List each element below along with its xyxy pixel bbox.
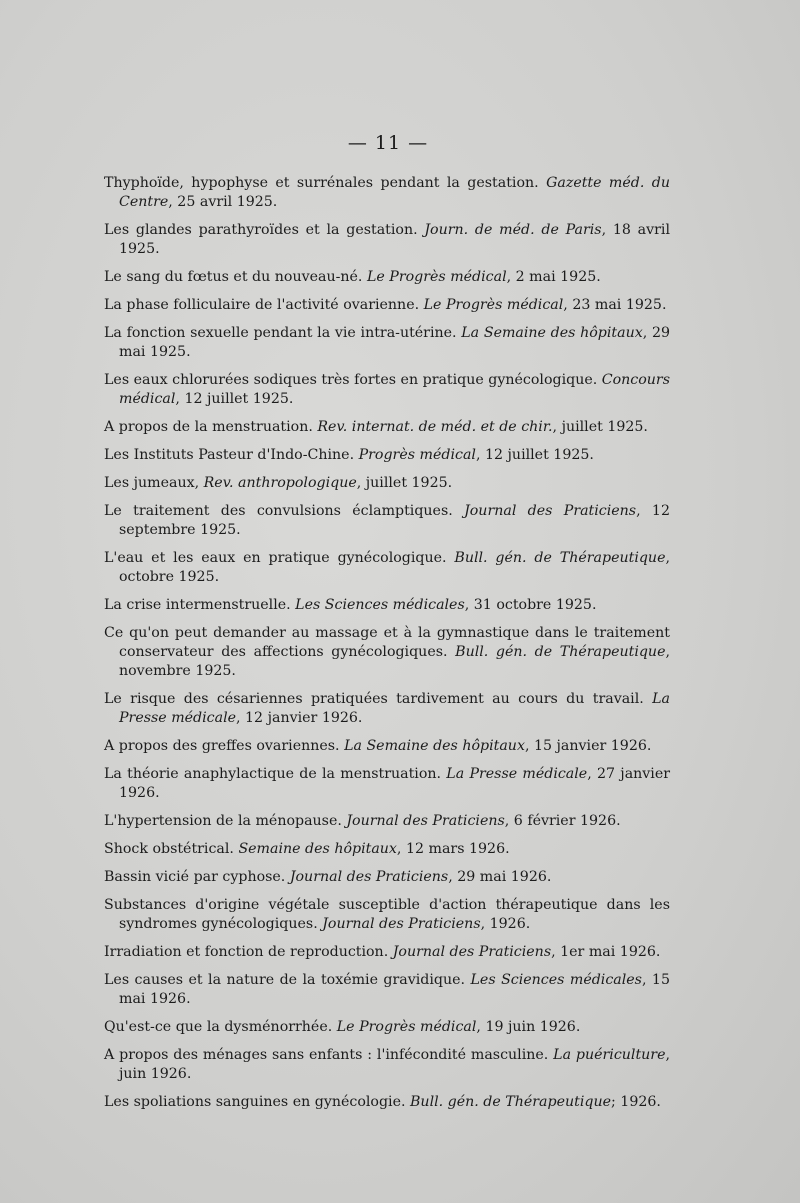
page-number: — 11 — <box>347 132 429 154</box>
list-item <box>104 1018 670 1037</box>
entry-date: , juin 1926. <box>119 1047 670 1082</box>
list-item <box>104 502 670 540</box>
entry-title: Thyphoïde, hypophyse et surrénales pendant la gestation. <box>104 175 547 191</box>
entry-title: Irradiation et fonction de reproduction. <box>104 944 393 960</box>
entry-date: , 15 janvier 1926. <box>524 738 652 754</box>
entry-source: Gazette méd. du Centre <box>119 175 670 210</box>
entry-date: , 12 juillet 1925. <box>475 447 594 463</box>
entry-source: Journal des Praticiens <box>392 944 552 960</box>
entry-source: Semaine des hôpitaux <box>238 841 397 857</box>
entry-source: La Semaine des hôpitaux <box>344 738 525 754</box>
entry-title: La crise intermenstruelle. <box>104 597 296 613</box>
entry-source: Journ. de méd. de Paris <box>424 222 602 238</box>
list-item <box>104 174 670 212</box>
list-item <box>104 474 670 493</box>
list-item <box>104 971 670 1009</box>
entry-date: , 1er mai 1926. <box>551 944 661 960</box>
entry-source: Rev. anthropologique <box>203 475 357 491</box>
entry-title: Substances d'origine végétale susceptible d'action thérapeutique dans les syndromes gynécologiques. <box>104 897 670 932</box>
list-item <box>104 812 670 831</box>
entry-source: Journal des Praticiens <box>289 869 449 885</box>
list-item <box>104 737 670 756</box>
entry-title: La fonction sexuelle pendant la vie intra-utérine. <box>104 325 462 341</box>
entry-date: , 27 janvier 1926. <box>119 766 671 801</box>
list-item <box>104 418 670 437</box>
entry-date: , novembre 1925. <box>119 644 670 679</box>
entry-title: Le traitement des convulsions éclamptiques. <box>104 503 465 519</box>
entry-source: Concours médical <box>119 372 670 407</box>
entry-date: , 12 septembre 1925. <box>119 503 670 538</box>
entry-title: Ce qu'on peut demander au massage et à la gymnastique dans le traitement conservateur des affections gynécologiques. <box>104 625 670 660</box>
list-item <box>104 840 670 859</box>
list-item <box>104 446 670 465</box>
entry-source: Journal des Praticiens <box>464 503 637 519</box>
entry-source: La Presse médicale <box>446 766 588 782</box>
entry-title: Les causes et la nature de la toxémie gravidique. <box>104 972 471 988</box>
list-item <box>104 221 670 259</box>
entry-source: Bull. gén. de Thérapeutique <box>410 1094 611 1110</box>
entry-source: Les Sciences médicales <box>295 597 465 613</box>
entry-title: L'hypertension de la ménopause. <box>104 813 347 829</box>
entry-source: Progrès médical <box>358 447 476 463</box>
entry-title: A propos des ménages sans enfants : l'infécondité masculine. <box>104 1047 554 1063</box>
entry-title: Shock obstétrical. <box>104 841 239 857</box>
entry-title: Les spoliations sanguines en gynécologie. <box>104 1094 410 1110</box>
entry-date: , octobre 1925. <box>119 550 670 585</box>
entry-source: La Semaine des hôpitaux <box>461 325 643 341</box>
entry-title: Qu'est-ce que la dysménorrhée. <box>104 1019 337 1035</box>
entry-date: , juillet 1925. <box>552 419 648 435</box>
entry-date: , 2 mai 1925. <box>506 269 601 285</box>
entry-date: , 29 mai 1925. <box>119 325 671 360</box>
entry-title: Les jumeaux, <box>104 475 204 491</box>
entry-source: La Presse médicale <box>119 691 670 726</box>
entry-date: , 25 avril 1925. <box>168 194 278 210</box>
list-item <box>104 943 670 962</box>
list-item <box>104 765 670 803</box>
entry-title: Le risque des césariennes pratiquées tardivement au cours du travail. <box>104 691 653 707</box>
entry-title: Les Instituts Pasteur d'Indo-Chine. <box>104 447 359 463</box>
list-item <box>104 1046 670 1084</box>
list-item <box>104 896 670 934</box>
list-item <box>104 624 670 681</box>
entry-date: , 19 juin 1926. <box>476 1019 581 1035</box>
entry-title: A propos de la menstruation. <box>104 419 318 435</box>
entry-source: Bull. gén. de Thérapeutique <box>454 550 666 566</box>
list-item <box>104 690 670 728</box>
entry-title: La phase folliculaire de l'activité ovarienne. <box>104 297 424 313</box>
entry-title: A propos des greffes ovariennes. <box>104 738 345 754</box>
entry-title: Bassin vicié par cyphose. <box>104 869 290 885</box>
list-item <box>104 1093 670 1112</box>
list-item <box>104 549 670 587</box>
entry-title: La théorie anaphylactique de la menstruation. <box>104 766 447 782</box>
entry-date: , 1926. <box>480 916 531 932</box>
entry-date: , 29 mai 1926. <box>448 869 552 885</box>
entry-source: La puériculture <box>553 1047 666 1063</box>
entry-source: Rev. internat. de méd. et de chir. <box>317 419 553 435</box>
entry-title: Les eaux chlorurées sodiques très fortes en pratique gynécologique. <box>104 372 602 388</box>
entry-source: Bull. gén. de Thérapeutique <box>455 644 666 660</box>
entry-date: , 6 février 1926. <box>504 813 621 829</box>
entry-source: Les Sciences médicales <box>470 972 642 988</box>
entry-date: , juillet 1925. <box>356 475 453 491</box>
list-item <box>104 324 670 362</box>
list-item <box>104 371 670 409</box>
list-item <box>104 596 670 615</box>
entry-date: , 12 mars 1926. <box>396 841 510 857</box>
entry-date: , 15 mai 1926. <box>119 972 670 1007</box>
entry-source: Journal des Praticiens <box>346 813 505 829</box>
entry-source: Le Progrès médical <box>423 297 564 313</box>
bibliography-list <box>104 174 670 1121</box>
entry-date: , 23 mai 1925. <box>563 297 667 313</box>
entry-date: ; 1926. <box>611 1094 661 1110</box>
entry-source: Le Progrès médical <box>336 1019 477 1035</box>
list-item <box>104 868 670 887</box>
entry-date: , 12 janvier 1926. <box>236 710 363 726</box>
entry-source: Journal des Praticiens <box>322 916 481 932</box>
entry-date: , 12 juillet 1925. <box>175 391 294 407</box>
list-item <box>104 268 670 287</box>
entry-title: Le sang du fœtus et du nouveau-né. <box>104 269 367 285</box>
entry-title: Les glandes parathyroïdes et la gestation. <box>104 222 425 238</box>
entry-date: , 31 octobre 1925. <box>464 597 597 613</box>
entry-source: Le Progrès médical <box>366 269 507 285</box>
entry-date: , 18 avril 1925. <box>119 222 670 257</box>
list-item <box>104 296 670 315</box>
entry-title: L'eau et les eaux en pratique gynécologique. <box>104 550 455 566</box>
